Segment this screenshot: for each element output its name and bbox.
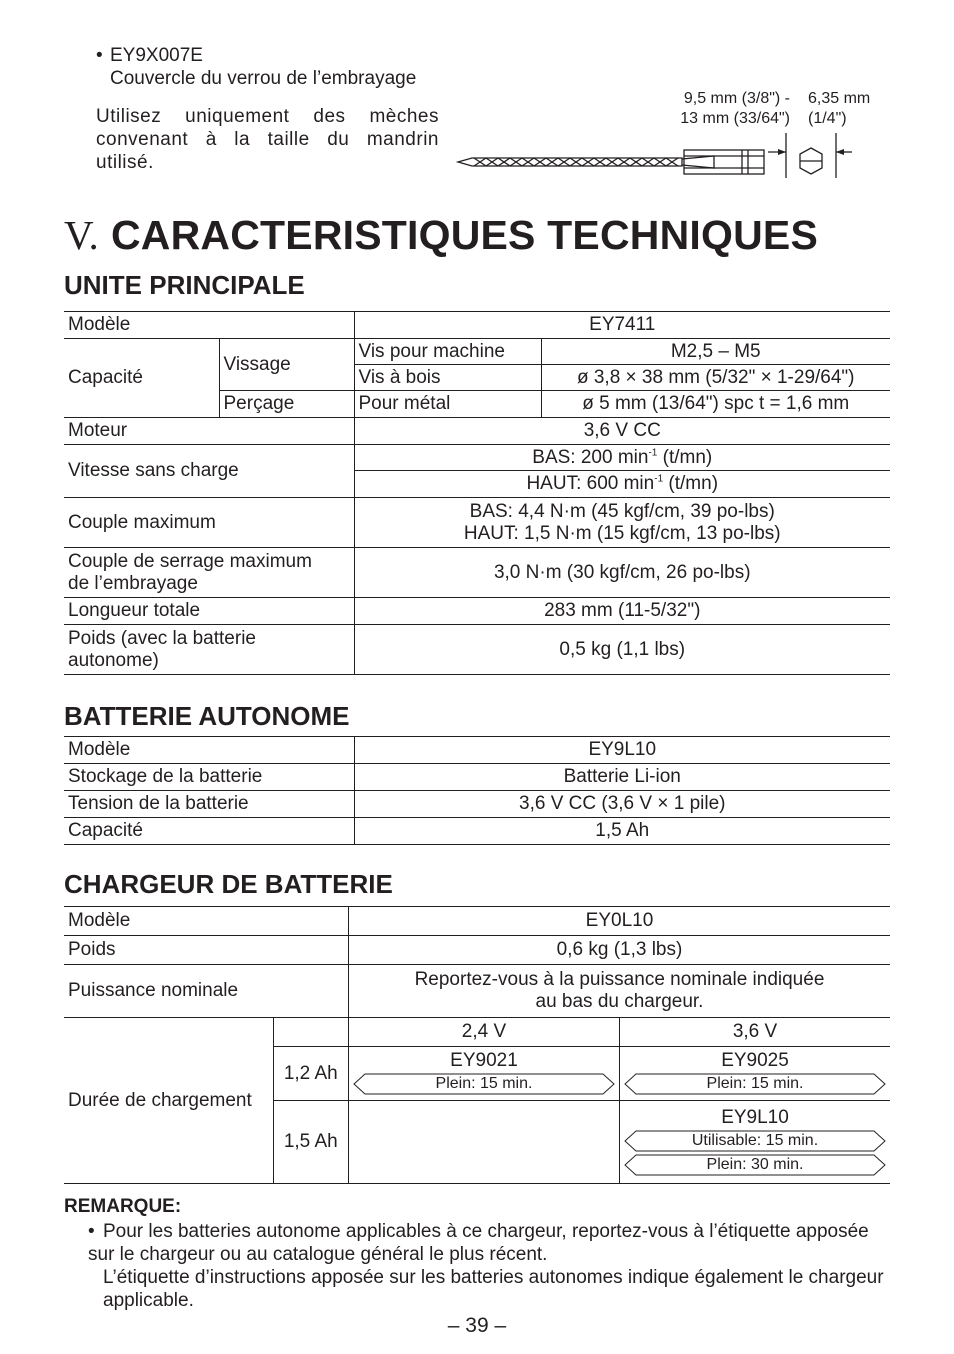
full-charge-pill [624,1073,886,1095]
table-row [64,339,890,365]
torque-label: Couple maximum [64,498,354,548]
table-row [64,445,890,471]
weight-label [64,625,354,675]
table-row [64,548,890,598]
hex-line-2: (1/4") [808,110,847,127]
charger-model-value: EY0L10 [348,907,890,936]
length-value: 283 mm (11-5/32") [354,598,890,625]
speed-low-text: BAS: 200 min [532,446,649,468]
drill-range-line-1: 9,5 mm (3/8") - [683,90,790,107]
speed-exponent: -1 [654,473,664,485]
empty-cell [348,1101,619,1184]
remark-line-1: Pour les batteries autonome applicables à ce chargeur, reportez-vous à l’étiquette apposée sur le chargeur ou au catalogue général le plus récent. [88,1221,869,1265]
battery-capacity-label: Capacité [64,818,354,845]
battery-table [64,736,890,845]
ey9l10-full-time: Plein: 30 min. [706,1155,804,1173]
table-row [64,498,890,548]
capacity-label: Capacité [64,339,219,418]
accessory-code: EY9X007E [110,45,203,66]
speed-high-value [354,471,890,498]
charger-power-label: Puissance nominale [64,965,348,1018]
bullet: • [96,45,103,66]
wood-screw-label: Vis à bois [354,365,541,391]
torque-low: BAS: 4,4 N·m (45 kgf/cm, 39 po-lbs) [469,500,775,522]
table-row [64,965,890,1018]
table-row [64,907,890,936]
table-row [64,598,890,625]
main-unit-table [64,311,890,675]
remark-line-2: L’étiquette d’instructions apposée sur les batteries autonomes indique également le chargeur applicable. [103,1267,884,1311]
main-unit-heading: UNITE PRINCIPALE [64,270,305,300]
drill-range-line-2: 13 mm (33/64") [680,110,790,127]
screwing-label: Vissage [219,339,354,391]
speed-low-unit: (t/mn) [657,446,713,468]
ey9l10-usable-time: Utilisable: 15 min. [691,1131,819,1149]
speed-label: Vitesse sans charge [64,445,354,498]
weight-label-line-2: autonome) [68,649,159,671]
charger-weight-label: Poids [64,936,348,965]
battery-capacity-value: 1,5 Ah [354,818,890,845]
speed-low-value [354,445,890,471]
ey9025-cell [620,1047,891,1101]
usable-charge-pill [624,1130,886,1152]
charger-power-line-1: Reportez-vous à la puissance nominale indiquée [414,969,825,990]
section-title-text: CARACTERISTIQUES TECHNIQUES [110,212,818,258]
motor-value: 3,6 V CC [354,418,890,445]
table-row [64,625,890,675]
table-row [64,936,890,965]
charger-power-value [348,965,890,1018]
charger-model-label: Modèle [64,907,348,936]
full-charge-pill [353,1073,615,1095]
table-row [64,312,890,339]
charger-heading: CHARGEUR DE BATTERIE [64,869,393,899]
metal-value: ø 5 mm (13/64") spc t = 1,6 mm [541,391,890,418]
charger-weight-value: 0,6 kg (1,3 lbs) [348,936,890,965]
battery-model-value: EY9L10 [354,737,890,764]
capacity-15-label: 1,5 Ah [273,1101,348,1184]
charger-table [64,906,890,1184]
drill-bit-illustration [452,128,872,188]
table-row [64,791,890,818]
ey9l10-cell [620,1101,891,1184]
clutch-label [64,548,354,598]
remark-body [88,1220,890,1312]
section-number: V. [64,212,99,258]
charge-time-label: Durée de chargement [64,1018,273,1184]
battery-voltage-label: Tension de la batterie [64,791,354,818]
table-row [64,418,890,445]
metal-label: Pour métal [354,391,541,418]
battery-voltage-value: 3,6 V CC (3,6 V × 1 pile) [354,791,890,818]
clutch-label-line-1: Couple de serrage maximum [68,550,312,572]
remark-title: REMARQUE: [64,1196,182,1217]
ey9025-model: EY9025 [721,1050,789,1071]
table-row [64,1018,890,1047]
ey9021-model: EY9021 [450,1050,518,1071]
motor-label: Moteur [64,418,354,445]
ey9l10-model: EY9L10 [721,1106,789,1128]
hex-line-1: 6,35 mm [808,90,871,107]
model-value: EY7411 [354,312,890,339]
drill-range-dimension [660,89,790,129]
accessory-item [96,44,416,90]
page-number: – 39 – [447,1314,507,1337]
empty-cell [273,1018,348,1047]
voltage-24-header: 2,4 V [348,1018,619,1047]
accessory-description: Couvercle du verrou de l’embrayage [110,68,417,89]
table-row [64,737,890,764]
capacity-12-label: 1,2 Ah [273,1047,348,1101]
speed-high-text: HAUT: 600 min [526,473,655,494]
ey9025-full-time: Plein: 15 min. [706,1075,804,1092]
torque-high: HAUT: 1,5 N·m (15 kgf/cm, 13 po-lbs) [463,522,781,544]
battery-storage-value: Batterie Li-ion [354,764,890,791]
battery-model-label: Modèle [64,737,354,764]
drill-note: Utilisez uniquement des mèches convenant à la taille du mandrin utilisé. [96,106,439,173]
length-label: Longueur totale [64,598,354,625]
section-title [64,210,818,260]
machine-screw-label: Vis pour machine [354,339,541,365]
hex-shank-dimension [808,89,870,129]
full-charge-pill [624,1154,886,1176]
battery-storage-label: Stockage de la batterie [64,764,354,791]
speed-exponent: -1 [648,447,658,459]
ey9021-full-time: Plein: 15 min. [435,1075,533,1092]
model-label: Modèle [64,312,354,339]
weight-label-line-1: Poids (avec la batterie [68,627,256,649]
voltage-36-header: 3,6 V [620,1018,891,1047]
drilling-label: Perçage [219,391,354,418]
table-row [64,818,890,845]
clutch-label-line-2: de l’embrayage [68,572,198,594]
ey9021-cell [348,1047,619,1101]
battery-heading: BATTERIE AUTONOME [64,701,350,731]
machine-screw-value: M2,5 – M5 [541,339,890,365]
charger-power-line-2: au bas du chargeur. [535,991,704,1012]
torque-value [354,498,890,548]
bullet: • [88,1221,95,1242]
wood-screw-value: ø 3,8 × 38 mm (5/32" × 1-29/64") [541,365,890,391]
clutch-value: 3,0 N·m (30 kgf/cm, 26 po-lbs) [354,548,890,598]
speed-high-unit: (t/mn) [663,473,719,494]
weight-value: 0,5 kg (1,1 lbs) [354,625,890,675]
table-row [64,764,890,791]
